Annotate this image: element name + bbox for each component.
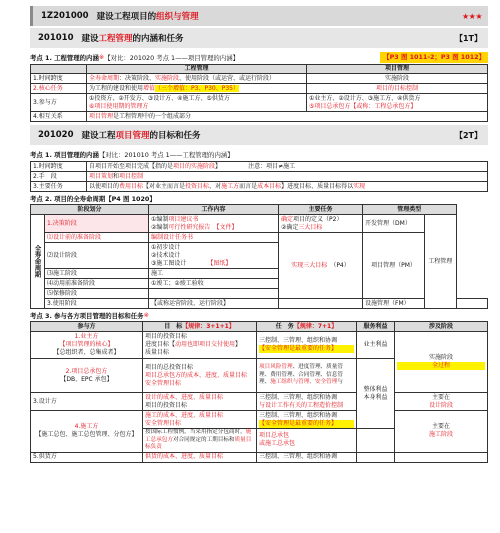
col-header-proj: 项目管理 [307, 65, 488, 74]
engineering-mgmt-table: 工程管理 项目管理 1.时间跨度 全寿命周期：决策阶段、实施阶段、使用阶段（或运营、或运行阶段） 实施阶段 2.核心任务 为工程的建设和使用增值（三个增值：P3、P30、P35） 项目的目标控制 3.参与方 ①投资方、②开发方、③设计方、④施工方、⑤供货方 ⑥项目使用期的管理方 ①业主方、②设计方、③施工方、④供货方 ⑤项目总承包方【或称：工程总承包方】 4.相互关系 项目管理是工程管理中的一个组成部分 [30, 64, 488, 122]
page-reference: 【P3 图 1011-2；P3 图 1012】 [380, 52, 488, 63]
importance-stars: ★★★ [461, 11, 482, 21]
chapter-code: 1Z201000 [41, 11, 89, 21]
col-header-eng: 工程管理 [87, 65, 307, 74]
chapter-header [30, 6, 488, 26]
project-mgmt-table: 1.时间跨度 自项目开始至项目完成【指的是项目的实施阶段】 注意：项目≠施工 2.手 段 项目策划和项目控制 3.主要任务 以使项目的费用目标【对业主而言是投资目标，对施工方而言是成本目标】进度目标、质量目标得以实现 [30, 161, 488, 192]
section-201010-header [30, 28, 488, 48]
table-row-label: 1.时间跨度 [31, 74, 87, 84]
point-note: 考点 3. 参与各方项目管理的目标和任务 ※ [30, 311, 149, 320]
point-note: 考点 2. 项目的全寿命周期【P4 图 1020】 [30, 194, 156, 203]
point-note: 考点 1. 工程管理的内涵 ※ 【对比：201020 考点 1——项目管理的内涵】 【P3 图 1011-2；P3 图 1012】 [30, 50, 488, 64]
section-201020-header: 201020 建设工程项目管理的目标和任务 【2T】 [30, 125, 488, 145]
point-note: 考点 1. 项目管理的内涵 【对比：201010 考点 1——工程管理的内涵】 [30, 150, 234, 159]
lifecycle-table: 阶段划分 工作内容 主要任务 管理类型 全寿命周期 1.决策阶段 ①编制项目建议书 ②编制可行性研究报告 【文件】 确定项目的定义（P2） ②确定三大目标 开发管理（DM） 工程管理 ⑴设计前的准备阶段 编制设计任务书 实现三大目标 （P4） 项目管理（PM） ⑵设计阶段 ①初步设计 ②技术设计 ③施工图设计 【图纸】 ⑶施工阶段 施工 ⑷动用前准备阶段 ①竣工；②竣工验收 ⑸保修阶段 3.使用阶段 【或称运营阶段、运行阶段】 设施管理（FM） [30, 204, 488, 309]
parties-table: 参与方 目 标【规律：3+1+1】 任 务【规律：7+1】 服务利益 涉及阶段 1.业主方 【项目管理的核心】 【总组织者、总集成者】 项目的投资目标 进度目标【动用也即项目交付使用】 质量目标 三控制、三管理、组织和协调 【安全管理是最重要的任务】 业主利益 实施阶段 全过程 2.项目总承包方 【DB、EPC 承包】 项目的总投资目标 项目总承包方的成本、进度、质量目标 安全管理目标 项目风险管理、进度管理、质量管理、费用管理、合同管理、信息管理、施工组织与管理、安全管理与 整体利益 本身利益 3.设计方 设计的成本、进度、质量目标 项目的投资目标 三控制、三管理、组织和协调 与设计工作有关的工程造价控制 主要在 设计阶段 4.施工方 【施工总包、施工总包管理、分包方】 施工的成本、进度、质量目标 安全管理目标 三控制、三管理、组织和协调 【安全管理是最重要的任务】 主要在 施工阶段 按国际工程惯例，当采用指定分包商时，施工总承包方对合同规定的工期目标和质量目标负责 项目总承包 或施工总承包 5.供货方 供货的成本、进度、质量目标 三控制、三管理、组织和协调 [30, 321, 488, 463]
chapter-title: 建设工程项目的组织与管理 [96, 12, 199, 22]
section-title: 建设工程管理的内涵和任务 [81, 34, 184, 44]
section-code: 201010 [38, 33, 74, 43]
section-tag: 【1T】 [454, 33, 482, 43]
